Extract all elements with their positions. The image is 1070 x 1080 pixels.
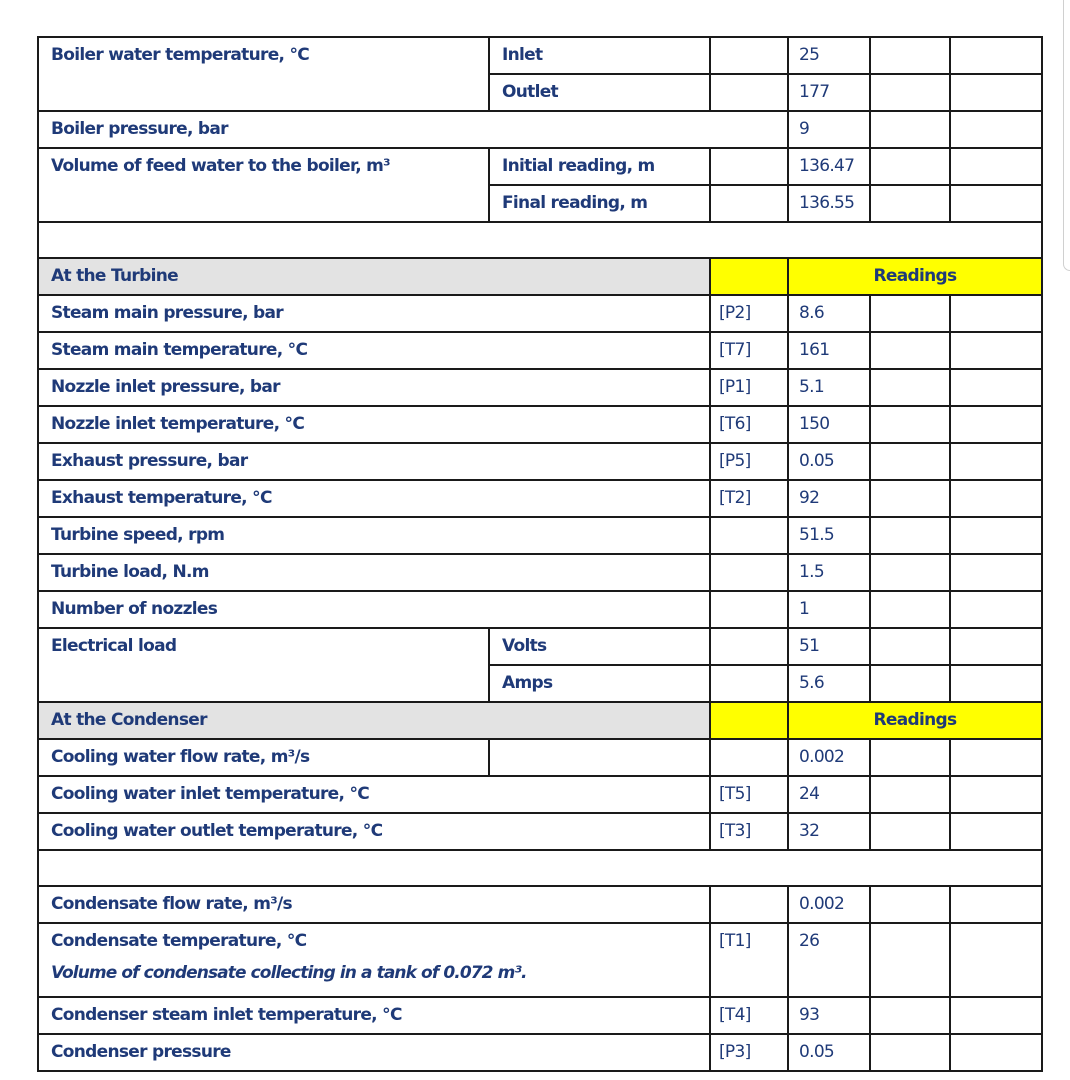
condensate-flow-value: 0.002 [788, 886, 870, 923]
final-reading-label: Final reading, m [489, 185, 710, 222]
turbine-row [38, 517, 1042, 554]
cooling-outlet-code: [T3] [710, 813, 788, 850]
turbine-row [38, 406, 1042, 443]
condenser-pressure-label: Condenser pressure [38, 1034, 710, 1071]
spacer-row [38, 222, 1042, 258]
condensate-volume-note: Volume of condensate collecting in a tank of 0.072 m³. [51, 963, 527, 983]
turbine-row-label: Steam main temperature, °C [38, 332, 710, 369]
turbine-section-header [38, 258, 1042, 295]
condenser-steam-inlet-label: Condenser steam inlet temperature, °C [38, 997, 710, 1034]
turbine-row [38, 480, 1042, 517]
condenser-readings-header: Readings [788, 702, 1042, 739]
turbine-row-label: Nozzle inlet pressure, bar [38, 369, 710, 406]
spacer-row [38, 850, 1042, 886]
boiler-water-temp-label: Boiler water temperature, °C [38, 37, 489, 111]
condensate-flow-label: Condensate flow rate, m³/s [38, 886, 710, 923]
turbine-row-label: Exhaust temperature, °C [38, 480, 710, 517]
turbine-row-code: [P2] [710, 295, 788, 332]
inlet-label: Inlet [489, 37, 710, 74]
cooling-inlet-row [38, 776, 1042, 813]
condenser-steam-inlet-value: 93 [788, 997, 870, 1034]
condensate-flow-row [38, 886, 1042, 923]
condenser-pressure-row [38, 1034, 1042, 1071]
turbine-rows [38, 295, 1042, 628]
condenser-section-title: At the Condenser [38, 702, 710, 739]
turbine-row-value: 161 [788, 332, 870, 369]
turbine-row-value: 51.5 [788, 517, 870, 554]
condenser-steam-inlet-row [38, 997, 1042, 1034]
readings-table [37, 36, 1043, 1072]
turbine-row-label: Number of nozzles [38, 591, 710, 628]
cooling-inlet-value: 24 [788, 776, 870, 813]
initial-reading-value: 136.47 [788, 148, 870, 185]
turbine-row-code: [T2] [710, 480, 788, 517]
turbine-row-value: 1.5 [788, 554, 870, 591]
electrical-volts-row [38, 628, 1042, 665]
turbine-row-code [710, 554, 788, 591]
outlet-label: Outlet [489, 74, 710, 111]
turbine-row-value: 1 [788, 591, 870, 628]
turbine-row-label: Turbine load, N.m [38, 554, 710, 591]
condensate-temp-label: Condensate temperature, °C [51, 931, 307, 951]
turbine-row-code: [T6] [710, 406, 788, 443]
scrollbar-edge [1063, 0, 1070, 271]
turbine-row-code: [P1] [710, 369, 788, 406]
cooling-flow-value: 0.002 [788, 739, 870, 776]
turbine-readings-header: Readings [788, 258, 1042, 295]
turbine-row-code [710, 517, 788, 554]
feed-water-initial-row [38, 148, 1042, 185]
condensate-temp-code: [T1] [710, 923, 788, 997]
condenser-pressure-value: 0.05 [788, 1034, 870, 1071]
turbine-row-value: 8.6 [788, 295, 870, 332]
turbine-row [38, 554, 1042, 591]
electrical-load-label: Electrical load [38, 628, 489, 702]
turbine-section-title: At the Turbine [38, 258, 710, 295]
turbine-row-value: 0.05 [788, 443, 870, 480]
turbine-row [38, 369, 1042, 406]
turbine-row-label: Turbine speed, rpm [38, 517, 710, 554]
turbine-row-code [710, 591, 788, 628]
condenser-pressure-code: [P3] [710, 1034, 788, 1071]
boiler-pressure-row [38, 111, 1042, 148]
turbine-row-value: 5.1 [788, 369, 870, 406]
volts-value: 51 [788, 628, 870, 665]
initial-reading-label: Initial reading, m [489, 148, 710, 185]
turbine-row-label: Steam main pressure, bar [38, 295, 710, 332]
turbine-row-code: [P5] [710, 443, 788, 480]
final-reading-value: 136.55 [788, 185, 870, 222]
cooling-outlet-row [38, 813, 1042, 850]
boiler-outlet-value: 177 [788, 74, 870, 111]
cooling-outlet-label: Cooling water outlet temperature, °C [38, 813, 710, 850]
condensate-temp-row [38, 923, 1042, 997]
feed-water-volume-label: Volume of feed water to the boiler, m³ [38, 148, 489, 222]
cooling-outlet-value: 32 [788, 813, 870, 850]
turbine-row-code: [T7] [710, 332, 788, 369]
amps-label: Amps [489, 665, 710, 702]
amps-value: 5.6 [788, 665, 870, 702]
condenser-steam-inlet-code: [T4] [710, 997, 788, 1034]
condenser-section-header [38, 702, 1042, 739]
boiler-inlet-value: 25 [788, 37, 870, 74]
cooling-flow-row [38, 739, 1042, 776]
turbine-row-value: 150 [788, 406, 870, 443]
turbine-row [38, 591, 1042, 628]
cooling-inlet-code: [T5] [710, 776, 788, 813]
volts-label: Volts [489, 628, 710, 665]
condensate-temp-value: 26 [788, 923, 870, 997]
turbine-row-label: Nozzle inlet temperature, °C [38, 406, 710, 443]
boiler-water-temp-row [38, 37, 1042, 74]
cooling-inlet-label: Cooling water inlet temperature, °C [38, 776, 710, 813]
turbine-row [38, 443, 1042, 480]
turbine-row [38, 332, 1042, 369]
turbine-row-label: Exhaust pressure, bar [38, 443, 710, 480]
boiler-pressure-label: Boiler pressure, bar [38, 111, 788, 148]
cooling-flow-label: Cooling water flow rate, m³/s [38, 739, 489, 776]
turbine-row-value: 92 [788, 480, 870, 517]
boiler-pressure-value: 9 [788, 111, 870, 148]
turbine-row [38, 295, 1042, 332]
